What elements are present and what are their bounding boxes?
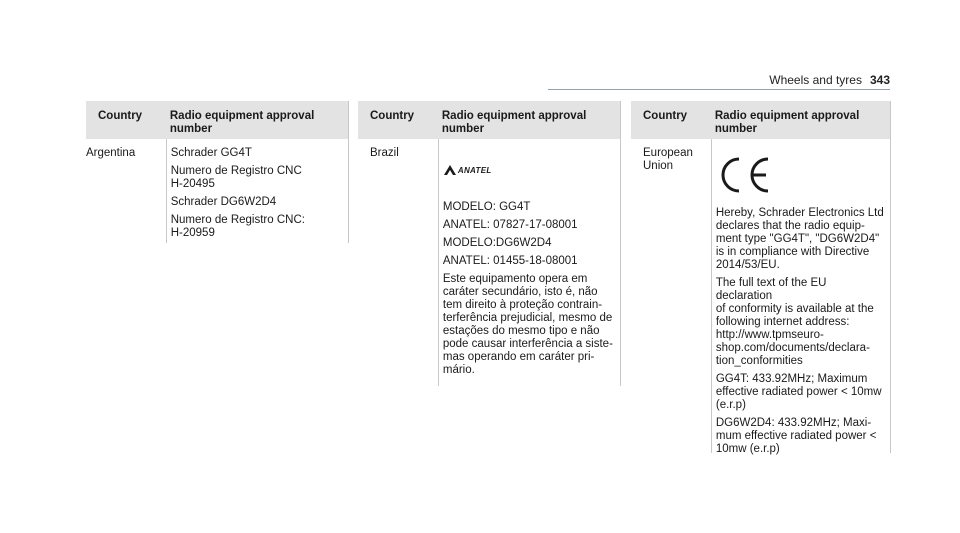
approval-line: ANATEL: 07827-17-08001 bbox=[442, 219, 578, 231]
approval-line: Schrader GG4T bbox=[170, 147, 252, 159]
table-header bbox=[86, 101, 349, 139]
approval-line: The full text of the EU declaration of conformity is available at the following internet address: http://www.tpmseuro- shop.com/documents/declara- tion_conformities bbox=[715, 277, 874, 367]
approval-line: ANATEL: 01455-18-08001 bbox=[442, 255, 578, 267]
country-name: European Union bbox=[643, 147, 693, 172]
country-header: Country bbox=[98, 110, 143, 122]
ce-mark-icon bbox=[716, 153, 772, 197]
anatel-symbol-icon bbox=[443, 164, 457, 176]
approval-cell bbox=[166, 139, 349, 243]
table-right-rule bbox=[348, 101, 349, 243]
country-cell bbox=[86, 139, 166, 243]
header-rule bbox=[548, 89, 890, 90]
approval-cell bbox=[438, 139, 621, 386]
approval-line: MODELO:DG6W2D4 bbox=[442, 237, 552, 249]
table-header bbox=[358, 101, 621, 139]
country-cell bbox=[358, 139, 438, 386]
country-name: Brazil bbox=[370, 147, 399, 159]
approval-header: Radio equipment approval number bbox=[169, 110, 315, 135]
approval-line: Schrader DG6W2D4 bbox=[170, 196, 277, 208]
table-row bbox=[86, 139, 349, 243]
table-right-rule bbox=[890, 101, 891, 453]
page-number: 343 bbox=[869, 73, 890, 87]
approval-line: Hereby, Schrader Electronics Ltd declares that the radio equip- ment type "GG4T", "DG6W2D4" is in compliance with Directive 2014/53/EU. bbox=[715, 207, 884, 271]
approval-header: Radio equipment approval number bbox=[714, 110, 860, 135]
approval-line: Este equipamento opera em caráter secundário, isto é, não tem direito à proteção contrain- terferência prejudicial, mesmo de estações do mesmo tipo e não pode causar interferência a siste- mas operando em caráter pri- mário. bbox=[442, 273, 613, 376]
approval-line: Numero de Registro CNC: H-20959 bbox=[170, 214, 305, 239]
approval-table-brazil bbox=[358, 101, 621, 386]
ce-mark-icon bbox=[716, 153, 885, 197]
table-row bbox=[631, 139, 891, 453]
country-cell bbox=[631, 139, 711, 453]
approval-line: Numero de Registro CNC H-20495 bbox=[170, 165, 302, 190]
section-title: Wheels and tyres bbox=[769, 73, 862, 87]
approval-cell bbox=[711, 139, 891, 453]
table-right-rule bbox=[620, 101, 621, 386]
page-header bbox=[769, 73, 890, 87]
country-header: Country bbox=[370, 110, 415, 122]
approval-table-argentina bbox=[86, 101, 349, 243]
anatel-logo bbox=[443, 163, 615, 177]
country-header: Country bbox=[643, 110, 688, 122]
approval-header: Radio equipment approval number bbox=[441, 110, 587, 135]
country-name: Argentina bbox=[86, 147, 136, 159]
table-header bbox=[631, 101, 891, 139]
approval-line: GG4T: 433.92MHz; Maximum effective radiated power < 10mw (e.r.p) bbox=[715, 373, 882, 411]
approval-line: MODELO: GG4T bbox=[442, 201, 531, 213]
approval-table-eu bbox=[631, 101, 891, 453]
table-row bbox=[358, 139, 621, 386]
approval-line: DG6W2D4: 433.92MHz; Maxi- mum effective radiated power < 10mw (e.r.p) bbox=[715, 417, 877, 455]
anatel-wordmark: ANATEL bbox=[457, 165, 492, 175]
